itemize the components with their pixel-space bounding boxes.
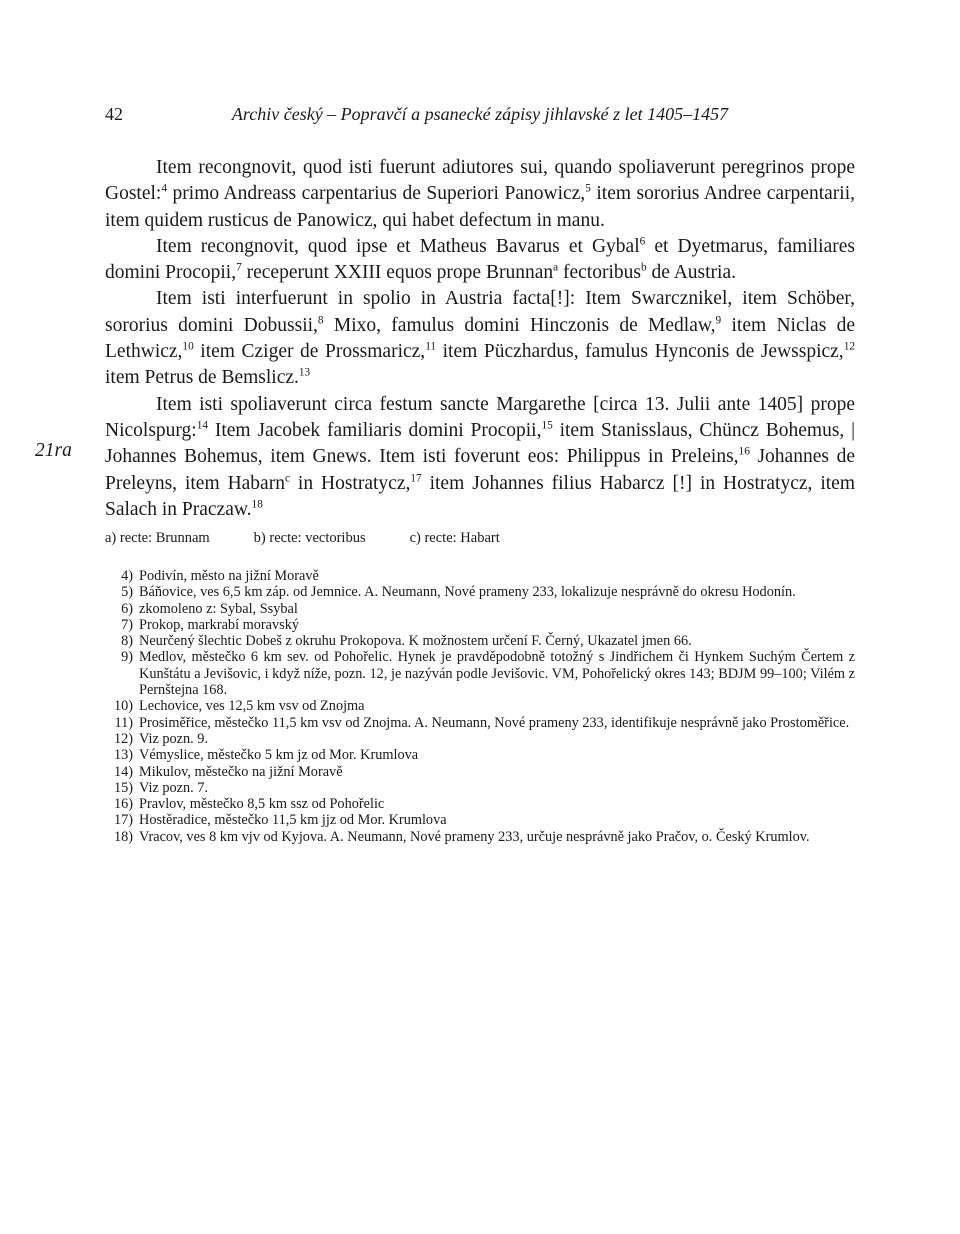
text-run: fectoribus (558, 262, 641, 284)
footnote-text: Podivín, město na jižní Moravě (139, 568, 319, 584)
paragraph (105, 286, 855, 391)
text-run: item Stanisslaus, Chüncz Bohemus, | Johannes Bohemus, item Gnews. Item isti foverunt eos: Philippus in Preleins, (105, 419, 855, 468)
footnote-number: 18) (113, 828, 133, 845)
text-run: in Hostratycz, (289, 472, 411, 494)
footnote-ref: 15 (541, 419, 553, 432)
text-run: item Niclas de Lethwicz, (105, 314, 855, 363)
text-run: item sororius Andree carpentarii, item quidem rusticus de Panowicz, qui habet defectum in manu. (105, 183, 855, 231)
text-run: Mixo, famulus domini Hinczonis de Medlaw, (323, 314, 716, 336)
footnote-ref: 10 (182, 340, 194, 353)
footnote-number: 13) (113, 747, 133, 764)
main-text (105, 155, 855, 523)
text-run: item Petrus de Bemslicz. (105, 367, 299, 389)
text-run: item Püczhardus, famulus Hynconis de Jewsspicz, (436, 341, 844, 363)
text-run: Item isti spoliaverunt circa festum sancte Margarethe [circa 13. Julii ante 1405] prope Nicolspurg: (105, 393, 855, 441)
footnote-text: Medlov, městečko 6 km sev. od Pohořelic. Hynek je pravděpodobně totožný s Jindřichem či Hynkem Suchým Čertem z Kunštátu a Jevišovic, i když níže, pozn. 12, je nazýván podle Jevišovic. VM, Pohořelický okres 143; BDJM 99–100; Vilém z Pernštejna 168. (139, 649, 855, 699)
footnote-ref: 9 (715, 314, 722, 327)
footnote-ref: 16 (738, 445, 750, 458)
footnote-number: 5) (121, 584, 133, 601)
paragraph (105, 234, 855, 287)
textual-apparatus (105, 530, 855, 547)
footnote (105, 812, 855, 828)
page-number: 42 (105, 104, 123, 124)
footnote-number: 8) (121, 633, 133, 650)
text-run: Johannes de Preleyns, item Habarn (105, 446, 855, 494)
footnote-text: Báňovice, ves 6,5 km záp. od Jemnice. A. Neumann, Nové prameny 233, lokalizuje nesprávně do okresu Hodonín. (139, 584, 796, 601)
footnote-ref: 11 (425, 340, 437, 353)
footnote-text: Viz pozn. 7. (139, 779, 209, 796)
page-header (105, 104, 855, 128)
text-run: Item isti interfuerunt in spolio in Austria facta[!]: Item Swarcznikel, item Schöber, sororius domini Dobussii, (105, 288, 855, 336)
footnote-number: 9) (121, 649, 133, 666)
footnote-text: zkomoleno z: Sybal, Ssybal (139, 600, 298, 617)
footnote (105, 764, 855, 780)
apparatus-note: a) recte: Brunnam (105, 530, 210, 546)
paragraph (105, 155, 855, 234)
text-run: item Cziger de Prossmaricz, (193, 341, 426, 363)
footnote (105, 649, 855, 698)
footnote (105, 780, 855, 796)
footnote-number: 10) (113, 698, 133, 715)
footnote-text: Mikulov, městečko na jižní Moravě (139, 763, 343, 780)
footnotes (105, 568, 855, 845)
apparatus-note: b) recte: vectoribus (253, 530, 366, 546)
footnote-ref: 18 (251, 498, 263, 511)
footnote-ref: 13 (298, 366, 311, 379)
footnote-ref: c (284, 472, 290, 485)
paragraph (105, 392, 855, 523)
footnote-text: Neurčený šlechtic Dobeš z okruhu Prokopova. K možnostem určení F. Černý, Ukazatel jmen 66. (139, 633, 692, 650)
text-run: receperunt XXIII equos prope Brunnan (241, 262, 554, 284)
footnote (105, 584, 855, 600)
footnote-text: Vracov, ves 8 km vjv od Kyjova. A. Neumann, Nové prameny 233, určuje nesprávně jako Pračov, o. Český Krumlov. (139, 828, 810, 845)
footnote (105, 796, 855, 812)
text-run: Item recongnovit, quod ipse et Matheus Bavarus et Gybal (156, 235, 640, 257)
footnote-number: 7) (121, 616, 133, 633)
footnote-text: Vémyslice, městečko 5 km jz od Mor. Krumlova (139, 747, 419, 764)
footnote-number: 17) (113, 812, 133, 829)
footnote-number: 15) (113, 779, 133, 796)
running-title: Archiv český – Popravčí a psanecké zápisy jihlavské z let 1405–1457 (231, 104, 729, 124)
footnote-ref: 6 (639, 235, 646, 248)
footnote-ref: 12 (843, 340, 855, 353)
footnote-ref: 5 (585, 182, 591, 195)
footnote (105, 747, 855, 763)
text-run: Item Jacobek familiaris domini Procopii, (208, 419, 542, 441)
footnote-ref: 7 (236, 261, 242, 274)
footnote-ref: 17 (410, 472, 422, 485)
footnote-ref: 14 (196, 419, 209, 432)
footnote-ref: a (553, 261, 559, 274)
footnote-number: 12) (113, 730, 133, 747)
footnote-number: 6) (121, 600, 133, 617)
footnote-ref: b (640, 261, 647, 274)
text-run: primo Andreass carpentarius de Superiori Panowicz, (167, 183, 586, 205)
folio-margin-note: 21ra (35, 440, 72, 461)
footnote (105, 731, 855, 747)
footnote-ref: 8 (317, 314, 324, 327)
apparatus-note: c) recte: Habart (409, 530, 500, 546)
footnote (105, 829, 855, 845)
footnote-text: Prosiměřice, městečko 11,5 km vsv od Znojma. A. Neumann, Nové prameny 233, identifikuje nesprávně jako Prostoměřice. (139, 714, 850, 731)
footnote (105, 617, 855, 633)
footnote-text: Prokop, markrabí moravský (139, 616, 300, 633)
footnote-number: 4) (121, 568, 133, 584)
footnote-number: 11) (114, 714, 133, 731)
footnote (105, 601, 855, 617)
footnote (105, 715, 855, 731)
footnote-text: Lechovice, ves 12,5 km vsv od Znojma (139, 698, 365, 715)
text-run: et Dyetmarus, familiares domini Procopii, (105, 235, 855, 284)
footnote (105, 568, 855, 584)
text-run: Item recongnovit, quod isti fuerunt adiutores sui, quando spoliaverunt peregrinos prope Gostel: (105, 157, 855, 205)
text-run: de Austria. (646, 262, 736, 284)
footnote-text: Hostěradice, městečko 11,5 km jjz od Mor. Krumlova (139, 812, 447, 829)
footnote (105, 633, 855, 649)
footnote-ref: 4 (161, 182, 167, 195)
text-run: item Johannes filius Habarcz [!] in Hostratycz, item Salach in Praczaw. (105, 472, 855, 520)
footnote-text: Pravlov, městečko 8,5 km ssz od Pohořelic (139, 796, 385, 813)
footnote-number: 16) (113, 796, 133, 813)
footnote-number: 14) (113, 763, 133, 780)
footnote (105, 698, 855, 714)
footnote-text: Viz pozn. 9. (139, 730, 209, 747)
